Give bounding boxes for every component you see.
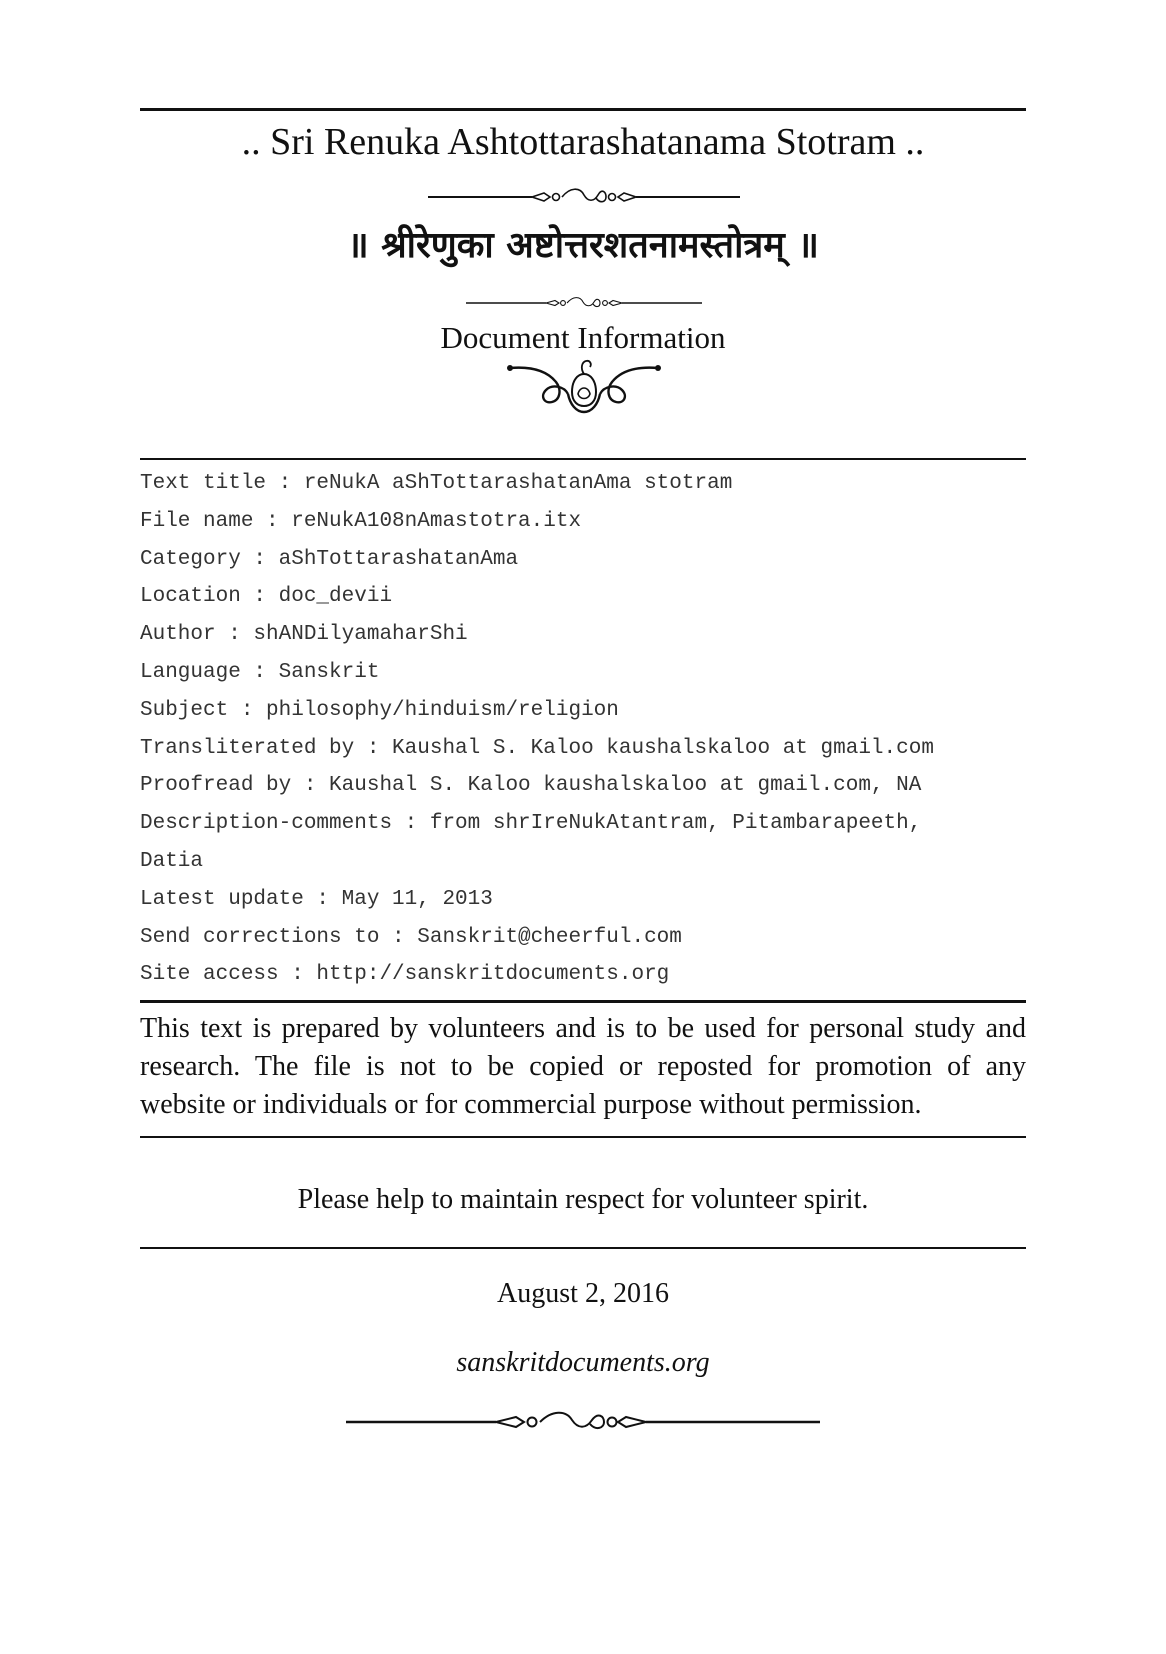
notice-line: website or individuals or for commercial purpose without permission. xyxy=(140,1089,922,1120)
metadata-line: Send corrections to : Sanskrit@cheerful.com xyxy=(140,925,682,949)
page-title: .. Sri Renuka Ashtottarashatanama Stotram .. xyxy=(241,121,925,163)
notice-line: research. The file is not to be copied or reposted for promotion of any xyxy=(140,1051,1026,1082)
respect-message: Please help to maintain respect for volunteer spirit. xyxy=(297,1184,869,1215)
divider-flourish-icon xyxy=(346,1409,820,1435)
metadata-bottom-rule xyxy=(140,1000,1026,1003)
metadata-line: Transliterated by : Kaushal S. Kaloo kaushalskaloo at gmail.com xyxy=(140,736,934,760)
metadata-top-rule xyxy=(140,458,1026,460)
metadata-line: File name : reNukA108nAmastotra.itx xyxy=(140,509,582,533)
metadata-line: Category : aShTottarashatanAma xyxy=(140,547,519,571)
divider-flourish-icon xyxy=(428,186,740,208)
metadata-line: Text title : reNukA aShTottarashatanAma stotram xyxy=(140,472,733,495)
metadata-line: Subject : philosophy/hinduism/religion xyxy=(140,698,619,722)
top-rule xyxy=(140,108,1026,111)
metadata-line: Location : doc_devii xyxy=(140,585,393,609)
footer-rule xyxy=(140,1247,1026,1249)
metadata-line: Datia xyxy=(140,849,204,873)
metadata-line: Author : shANDilyamaharShi xyxy=(140,623,468,647)
swirl-ornament-icon xyxy=(506,358,662,416)
notice-bottom-rule xyxy=(140,1136,1026,1138)
metadata-line: Site access : http://sanskritdocuments.org xyxy=(140,963,670,987)
notice-line: This text is prepared by volunteers and is to be used for personal study and xyxy=(140,1013,1026,1044)
metadata-line: Proofread by : Kaushal S. Kaloo kaushalskaloo at gmail.com, NA xyxy=(140,774,922,798)
usage-notice xyxy=(140,1010,1026,1124)
metadata-line: Language : Sanskrit xyxy=(140,660,380,684)
section-title: Document Information xyxy=(440,320,726,355)
metadata-line: Description-comments : from shrIreNukAtantram, Pitambarapeeth, xyxy=(140,812,922,836)
devanagari-title: ॥ श्रीरेणुका अष्टोत्तरशतनामस्तोत्रम् ॥ xyxy=(347,225,819,266)
site-name: sanskritdocuments.org xyxy=(456,1347,710,1378)
document-date: August 2, 2016 xyxy=(497,1278,669,1309)
metadata-line: Latest update : May 11, 2013 xyxy=(140,887,493,911)
divider-flourish-icon xyxy=(466,296,702,310)
metadata-list xyxy=(140,465,1070,994)
